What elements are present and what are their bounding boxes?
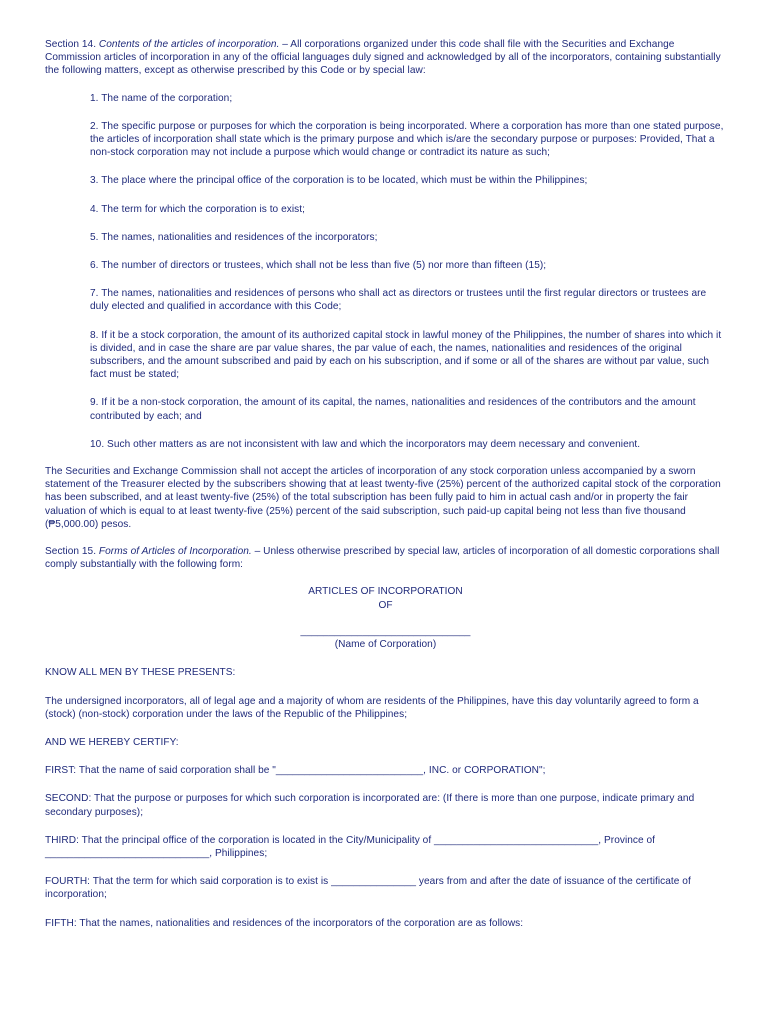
list-item: 1. The name of the corporation;: [90, 92, 233, 104]
section-14-dash: –: [279, 39, 291, 50]
corporation-name-caption: (Name of Corporation): [334, 639, 437, 651]
list-item: 9. If it be a non-stock corporation, the amount of its capital, the names, nationalities and residences of the contributors and the amount contributed by each; and: [90, 397, 696, 422]
section-14-item-list: [45, 92, 726, 451]
section-14-intro: [45, 38, 726, 78]
certify-heading: AND WE HEREBY CERTIFY:: [45, 736, 179, 748]
form-heading-line-2: OF: [378, 599, 393, 611]
undersigned-paragraph: The undersigned incorporators, all of legal age and a majority of whom are residents of the Philippines, have this day voluntarily agreed to form a (stock) (non-stock) corporation under the laws of the Republic of the Philippines;: [45, 695, 699, 720]
know-all-men: KNOW ALL MEN BY THESE PRESENTS:: [45, 667, 236, 679]
section-15-dash: –: [251, 546, 264, 558]
list-item: 2. The specific purpose or purposes for which the corporation is being incorporated. Where a corporation has more than one stated purpose, the articles of incorporation shall state which is the primary purpose and which is/are the secondary purpose or purposes: Provided, That a non-stock corporation may not include a purpose which would change or contradict its nature as such;: [90, 120, 724, 159]
section-15-label: Section 15.: [45, 546, 97, 558]
article-second: SECOND: That the purpose or purposes for which such corporation is incorporated are: (If there is more than one purpose, indicate primary and secondary purposes);: [45, 793, 695, 818]
list-item: 6. The number of directors or trustees, which shall not be less than five (5) nor more than fifteen (15);: [90, 260, 547, 272]
form-heading: [45, 585, 726, 651]
list-item: 5. The names, nationalities and residences of the incorporators;: [90, 231, 378, 243]
corporation-name-blank: ______________________________: [300, 625, 471, 637]
section-14-intro-text: All corporations organized under this code shall file with the Securities and Exchange Commission articles of incorporation in any of the official languages duly signed and acknowledged by all of the incorporators, containing substantially the following matters, except as otherwise prescribed by this Code or by special law:: [45, 39, 721, 77]
list-item: 8. If it be a stock corporation, the amount of its authorized capital stock in lawful money of the Philippines, the number of shares into which it is divided, and in case the share are par value shares, the par value of each, the names, nationalities and residences of the original subscribers, and the amount subscribed and paid by each on his subscription, and if some or all of the shares are without par value, such fact must be stated;: [90, 329, 722, 381]
list-item: 7. The names, nationalities and residences of persons who shall act as directors or trustees until the first regular directors or trustees are duly elected and qualified in accordance with this Code;: [90, 288, 707, 313]
section-15-intro-text: Unless otherwise prescribed by special law, articles of incorporation of all domestic corporations shall comply substantially with the following form:: [45, 546, 720, 571]
section-14-closing: The Securities and Exchange Commission shall not accept the articles of incorporation of any stock corporation unless accompanied by a sworn statement of the Treasurer elected by the subscribers showing that at least twenty-five (25%) percent of the authorized capital stock of the corporation has been subscribed, and at least twenty-five (25%) of the total subscription has been fully paid to him in actual cash and/or in property the fair valuation of which is equal to at least twenty-five (25%) percent of the said subscription, such paid-up capital being not less than five thousand (₱5,000.00) pesos.: [45, 466, 721, 530]
list-item: 4. The term for which the corporation is to exist;: [90, 203, 305, 215]
article-third: THIRD: That the principal office of the corporation is located in the City/Municipality of _____________________________, Province of _____________________________, Philippines;: [45, 834, 656, 859]
list-item: 3. The place where the principal office of the corporation is to be located, which must be within the Philippines;: [90, 175, 588, 187]
section-14-label: Section 14.: [45, 39, 97, 50]
section-14-title: Contents of the articles of incorporation.: [98, 39, 280, 50]
article-fifth: FIFTH: That the names, nationalities and residences of the incorporators of the corporation are as follows:: [45, 917, 524, 929]
list-item: 10. Such other matters as are not inconsistent with law and which the incorporators may deem necessary and convenient.: [90, 438, 641, 450]
section-15-title: Forms of Articles of Incorporation.: [98, 546, 252, 558]
section-15-intro: [45, 545, 726, 571]
article-fourth: FOURTH: That the term for which said corporation is to exist is _______________ years from and after the date of issuance of the certificate of incorporation;: [45, 876, 691, 901]
article-first: FIRST: That the name of said corporation shall be "__________________________, INC. or CORPORATION";: [45, 765, 546, 777]
form-heading-line-1: ARTICLES OF INCORPORATION: [308, 586, 463, 598]
